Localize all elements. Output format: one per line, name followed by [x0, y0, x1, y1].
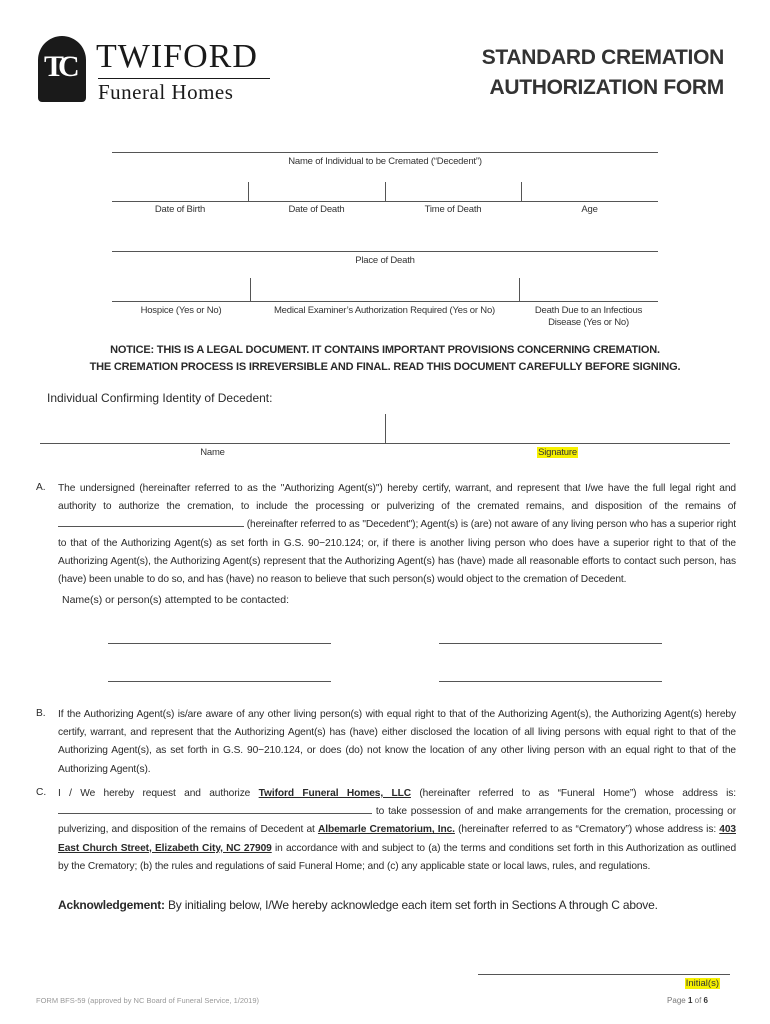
section-c-text3: to take possession of and make arrangements for the cremation, processing or pulverizing, and disposition of the remains of Decedent at [58, 806, 737, 836]
section-c-text2: (hereinafter referred to as “Funeral Home”) whose address is: [419, 788, 737, 799]
section-c-text5: in accordance with and subject to (a) the terms and conditions set forth in this Authorization as outlined by the Crematory; (b) the rules and regulations of said Funeral Home; and (c) any applicable state or local laws, rules, and regulations. [58, 842, 737, 872]
divider [248, 182, 249, 201]
section-a-text2: (hereinafter referred to as "Decedent"); Agent(s) is (are) not aware of any living person who has a superior right to that of the Authorizing Agent(s) as set forth in G.S. 90−210.124; or, if there is another living person who does have a superior right to that of the Authorizing Agent(s), the Authorizing Agent(s) represent that the Authorizing Agent(s) has (have) made all reasonable efforts to contact such person, has (have) been unable to do so, and has (have) no reason to believe that such person(s) would object to the cremation of Decedent. [58, 519, 736, 586]
funeral-home-name: Twiford Funeral Homes, LLC [258, 788, 411, 799]
divider [521, 182, 522, 201]
section-b-text: If the Authorizing Agent(s) is/are aware of any other living person(s) with equal right to that of the Authorizing Agent(s), the Authorizing Agent(s) hereby certify, warrant, and represent that the Authorizing Agent(s) has (have) either disclosed the location of all living persons with equal right to that of the Authorizing Agent(s), as set forth in G.S. 90−210.124, or does (do) not know the location of any other living person with an equal right to that of the Authorizing Agent(s). [58, 709, 736, 775]
brand-name: TWIFORD [96, 38, 258, 75]
place-of-death-label: Place of Death [355, 255, 415, 266]
initials-label: Initial(s) [685, 978, 719, 989]
page-prefix: Page [667, 996, 686, 1005]
logo-mark [38, 36, 86, 102]
crematory-address: 403 East Church Street, Elizabeth City, NC 27909 [58, 824, 736, 854]
divider [250, 278, 251, 301]
infectious-line1: Death Due to an Infectious [534, 305, 643, 316]
section-a-letter: A. [36, 482, 46, 493]
page-total: 6 [703, 996, 708, 1005]
contact-line-3[interactable] [108, 681, 331, 682]
contact-line-2[interactable] [439, 643, 662, 644]
page-of: of [694, 996, 702, 1005]
dates-row-field[interactable] [112, 201, 658, 202]
form-id: FORM BFS-59 (approved by NC Board of Funeral Service, 1/2019) [36, 996, 260, 1005]
hospice-label: Hospice (Yes or No) [140, 305, 222, 316]
divider [385, 414, 386, 443]
brand-divider [98, 78, 270, 79]
brand-subtitle: Funeral Homes [98, 80, 234, 104]
initials-label-wrap [685, 978, 720, 989]
initials-field[interactable] [478, 974, 730, 975]
contact-line-4[interactable] [439, 681, 662, 682]
contacted-label: Name(s) or person(s) attempted to be contacted: [62, 594, 290, 606]
crematory-name: Albemarle Crematorium, Inc. [317, 824, 455, 836]
section-c-text [58, 785, 736, 876]
form-title [464, 43, 724, 103]
divider [385, 182, 386, 201]
section-c-text4: (hereinafter referred to as “Crematory”) whose address is: [458, 824, 717, 836]
identity-line[interactable] [40, 443, 730, 444]
hospice-row-field[interactable] [112, 301, 658, 302]
decedent-name-label: Name of Individual to be Cremated (“Decedent”) [288, 156, 482, 167]
acknowledgement [58, 898, 658, 912]
date-of-birth-label: Date of Birth [154, 204, 206, 215]
section-a-text [58, 480, 736, 589]
section-c-letter: C. [36, 787, 47, 798]
place-of-death-field[interactable] [112, 251, 658, 252]
section-b-letter: B. [36, 708, 46, 719]
time-of-death-label: Time of Death [424, 204, 482, 215]
contact-line-1[interactable] [108, 643, 331, 644]
page-number [667, 996, 708, 1005]
legal-notice-line1: NOTICE: THIS IS A LEGAL DOCUMENT. IT CONTAINS IMPORTANT PROVISIONS CONCERNING CREMATION. [110, 344, 660, 356]
form-title-line1: STANDARD CREMATION [481, 46, 724, 69]
decedent-name-field[interactable] [112, 152, 658, 153]
divider [519, 278, 520, 301]
section-c-text1: I / We hereby request and authorize [58, 788, 251, 799]
age-label: Age [581, 204, 598, 215]
logo-letters: TC [44, 50, 74, 83]
identity-heading: Individual Confirming Identity of Decedent: [47, 391, 273, 405]
identity-name-label: Name [200, 447, 225, 458]
identity-signature-label [385, 447, 730, 458]
acknowledgement-text: By initialing below, I/We hereby acknowledge each item set forth in Sections A through C above. [167, 898, 658, 912]
decedent-name-blank[interactable] [58, 516, 244, 527]
page-num: 1 [687, 996, 693, 1005]
signature-label-text: Signature [538, 447, 577, 458]
date-of-death-label: Date of Death [288, 204, 345, 215]
infectious-line2: Disease (Yes or No) [548, 317, 629, 328]
acknowledgement-label: Acknowledgement: [58, 898, 165, 912]
legal-notice-line2: THE CREMATION PROCESS IS IRREVERSIBLE AND FINAL. READ THIS DOCUMENT CAREFULLY BEFORE SIGNING. [89, 361, 681, 373]
medical-examiner-label: Medical Examiner’s Authorization Required (Yes or No) [273, 305, 496, 316]
form-title-line2: AUTHORIZATION FORM [489, 76, 724, 99]
funeral-home-address-blank[interactable] [58, 803, 372, 814]
infectious-disease-label [519, 305, 658, 329]
section-a-text1: The undersigned (hereinafter referred to as the "Authorizing Agent(s)") hereby certify, warrant, and represent that I/we have the full legal right and authority to authorize the cremation, to include the processing or pulverizing of the cremated remains, and disposition of the remains of [58, 483, 736, 513]
